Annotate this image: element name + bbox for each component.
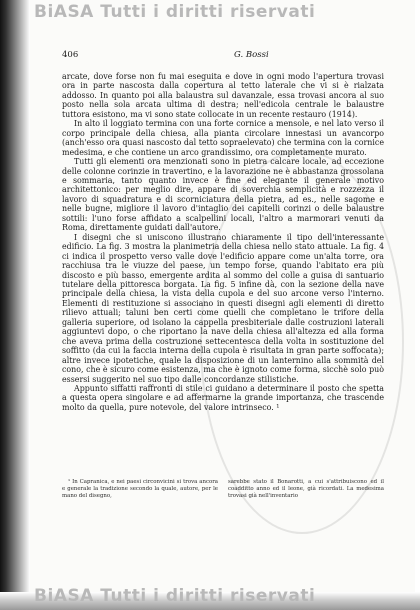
watermark-bottom: BiASA Tutti i diritti riservati <box>34 586 316 606</box>
paragraph: arcate, dove forse non fu mai eseguita e dove in ogni modo l'apertura trovasi ora in parte nascosta dalla copertura al tetto laterale che vi si è rialzata addosso. In quanto poi alla balaustra sul davanzale, essa trovasi ancora al suo posto nella sola arcata ultima di destra; nell'edicola centrale le balaustre tuttora esistono, ma vi sono state collocate in un recente restauro (1914). <box>62 72 384 119</box>
scan-binding-shadow <box>0 0 30 610</box>
footnote-left: ¹ In Capranica, e nei paesi circonvicini si trova ancora e generale la tradizione secondo la quale, autore, per le mano del disegno, <box>62 479 218 499</box>
body-text <box>62 72 384 412</box>
running-head: G. Bossi <box>234 50 269 60</box>
page-number: 406 <box>62 50 79 60</box>
footnote-right: sarebbe stato il Bonarotti, a cui s'attribuiscono ed il coadditto anno ed il leone, già ricordati. La medesima trovasi già nell'inventario <box>228 479 384 499</box>
paragraph: In alto il loggiato termina con una forte cornice a mensole, e nel lato verso il corpo principale della chiesa, alla pianta circolare innestasi un avancorpo (anch'esso ora quasi nascosto dal tetto sopraelevato) che termina con la cornice medesima, e che contiene un arco grandissimo, ora completamente murato. <box>62 119 384 157</box>
paragraph: I disegni che si uniscono illustrano chiaramente il tipo dell'interessante edificio. La fig. 3 mostra la planimetria della chiesa nello stato attuale. La fig. 4 ci indica il prospetto verso valle dove l'edificio appare come un'alta torre, ora racchiusa tra le viuzze del paese, un tempo forse, quando l'abitato era più discosto e più basso, emergente ardita al sommo del colle a guisa di santuario tutelare della pittoresca borgata. La fig. 5 infine dà, con la sezione della nave principale della chiesa, la vista della cupola e del suo arcone verso l'interno. Elementi di restituzione si associano in questi disegni agli elementi di diretto rilievo attuali; taluni ben certi come quelli che completano le trifore della galleria superiore, od isolano la cappella presbiteriale dalle costruzioni laterali aggiuntevi dopo, o che riportano la nave della chiesa all'altezza ed alla forma che aveva prima della costruzione settecentesca della volta in sostituzione del soffitto (da cui la faccia interna della cupola è risultata in gran parte soffocata); altre invece ipotetiche, quale la disposizione di un lanternino alla sommità del cono, che è sicuro come esistenza, ma che è ignoto come forma, sicchè solo può essersi suggerito nel suo tipo dalle concordanze stilistiche. <box>62 232 384 384</box>
watermark-top: BiASA Tutti i diritti riservati <box>34 2 316 22</box>
paragraph: Appunto siffatti raffronti di stile ci guidano a determinare il posto che spetta a questa opera singolare e ad affermarne la grande importanza, che trascende molto da quella, pure notevole, del valore intrinseco. ¹ <box>62 383 384 412</box>
paragraph: Tutti gli elementi ora menzionati sono in pietra calcare locale, ad eccezione delle colonne corinzie in travertino, e la lavorazione ne è abbastanza grossolana e sommaria, tanto quanto invece è fine ed elegante il generale motivo architettonico: per meglio dire, appare di soverchia semplicità e rozzezza il lavoro di squadratura e di scorniciatura della pietra, ad es., nelle sagome e nelle bugne, migliore il lavoro d'intaglio dei capitelli corinzi o delle balaustre sottili: l'uno forse affidato a scalpellini locali, l'altro a marmorari venuti da Roma, direttamente guidati dall'autore. <box>62 157 384 233</box>
footnotes <box>62 479 384 500</box>
